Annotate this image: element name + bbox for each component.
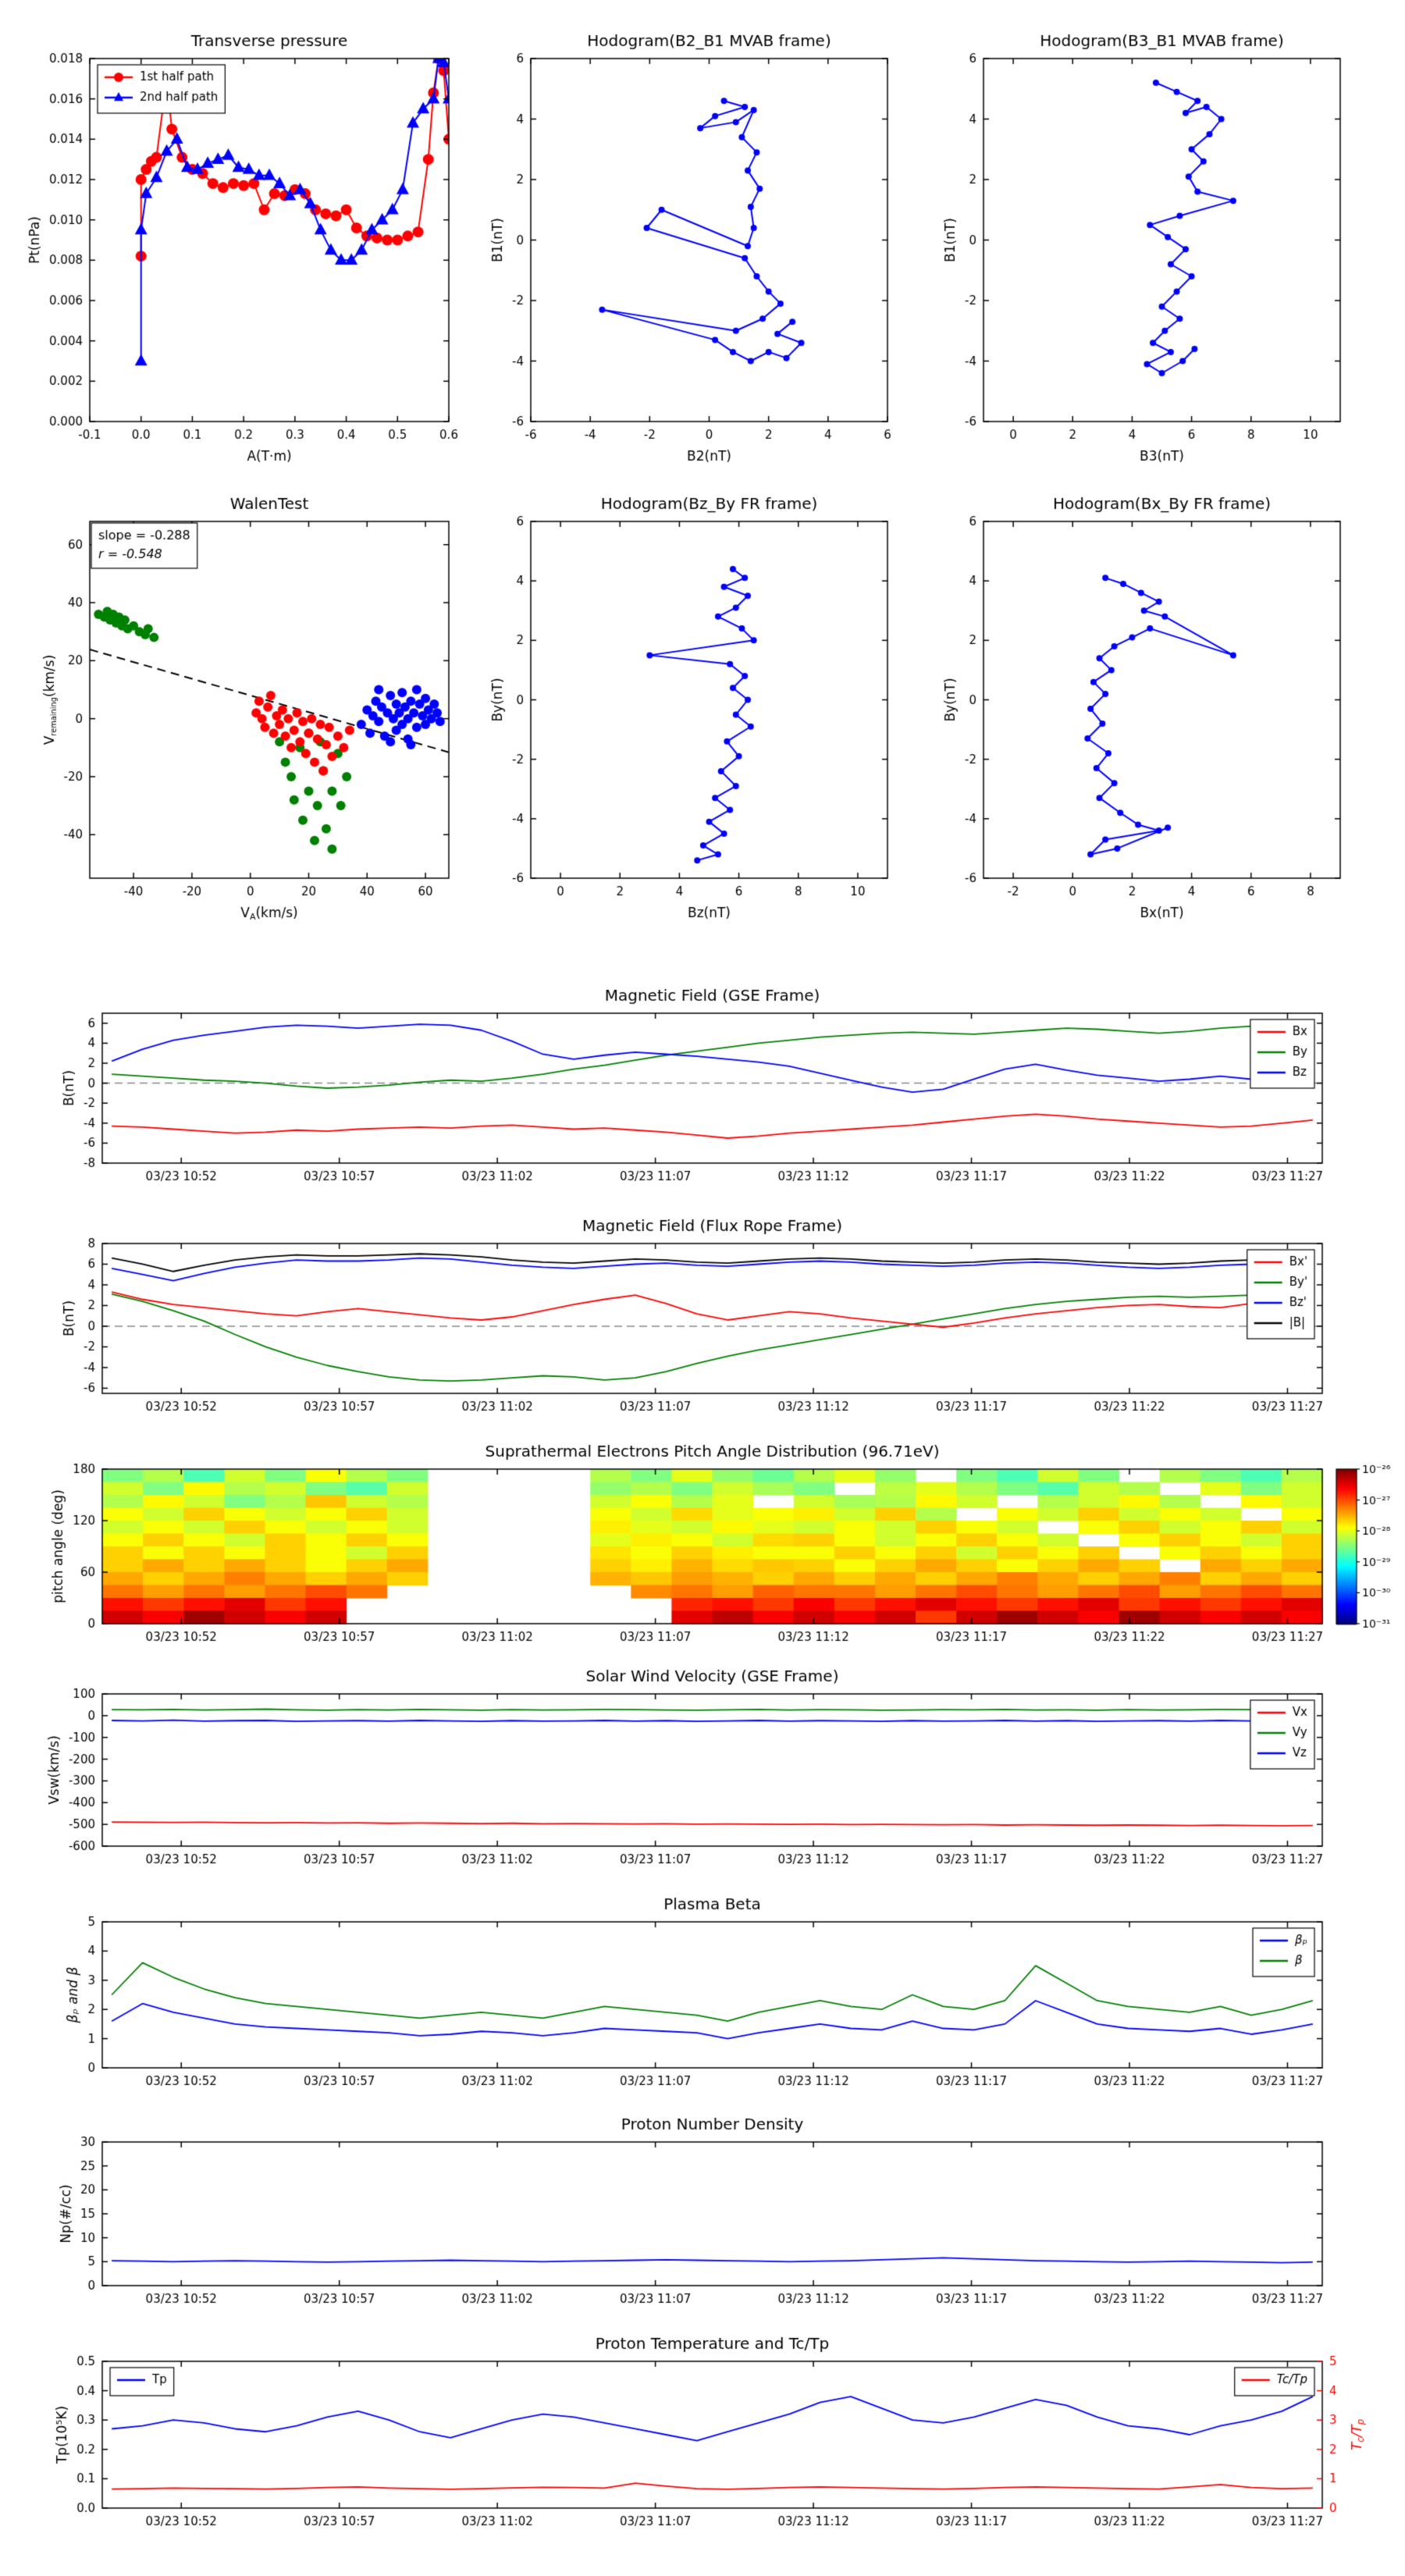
- hodogram-b2-b1-chart: [468, 12, 952, 480]
- panel-magnetic-field-gse: [0, 966, 1405, 1197]
- panel-magnetic-field-flux-rope: [0, 1197, 1405, 1427]
- proton-density-chart: [0, 2095, 1405, 2318]
- plasma-beta-chart: [0, 1875, 1405, 2097]
- magnetic-field-gse-chart: [0, 966, 1405, 1197]
- walen-test-chart: [0, 475, 484, 943]
- magnetic-field-flux-rope-chart: [0, 1197, 1405, 1427]
- hodogram-bx-by-chart: [921, 475, 1405, 943]
- solar-wind-velocity-chart: [0, 1647, 1405, 1877]
- panel-proton-temperature: [0, 2314, 1405, 2549]
- panel-hodogram-b2-b1: [468, 12, 952, 480]
- panel-solar-wind-velocity: [0, 1647, 1405, 1877]
- panel-plasma-beta: [0, 1875, 1405, 2097]
- panel-transverse-pressure: [0, 12, 484, 480]
- hodogram-bz-by-chart: [468, 475, 952, 943]
- panel-electron-pitch-angle: [0, 1422, 1405, 1649]
- panel-hodogram-bz-by: [468, 475, 952, 943]
- transverse-pressure-chart: [0, 12, 484, 480]
- panel-walen-test: [0, 475, 484, 943]
- panel-proton-density: [0, 2095, 1405, 2318]
- panel-hodogram-b3-b1: [921, 12, 1405, 480]
- hodogram-b3-b1-chart: [921, 12, 1405, 480]
- panel-hodogram-bx-by: [921, 475, 1405, 943]
- electron-pitch-angle-chart: [0, 1422, 1405, 1649]
- proton-temperature-chart: [0, 2314, 1405, 2549]
